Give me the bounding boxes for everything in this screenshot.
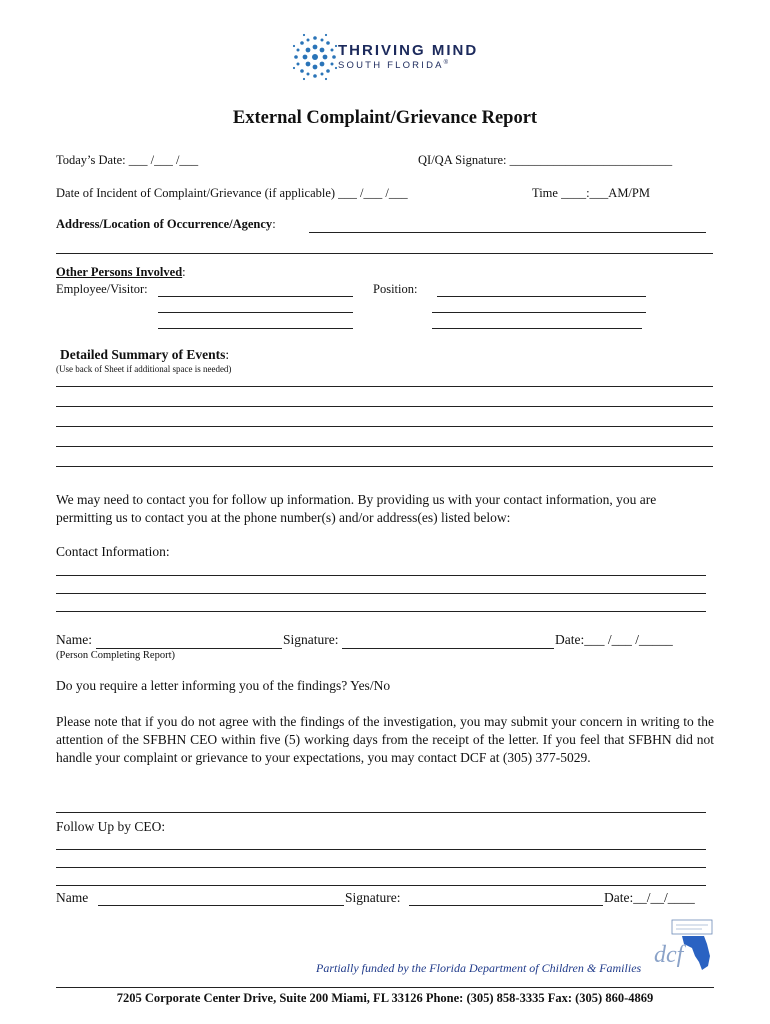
logo-title: THRIVING MIND: [338, 42, 479, 59]
position-label: Position:: [373, 282, 418, 296]
followup-line-3: [56, 885, 706, 886]
position-line-3: [432, 328, 642, 329]
completer-name-line: [96, 648, 282, 649]
followup-signature-label: Signature:: [345, 890, 401, 905]
employee-line-1: [158, 296, 353, 297]
contact-intro: We may need to contact you for follow up information. By providing us with your contact information, you are permitting us to contact you at the phone number(s) and/or address(es) listed below:: [56, 492, 657, 525]
summary-line-5: [56, 466, 713, 467]
followup-date-label: Date:__/__/____: [604, 890, 695, 905]
person-completing-note: (Person Completing Report): [56, 650, 175, 661]
note-paragraph: Please note that if you do not agree with the findings of the investigation, you may submit your concern in writing to the attention of the SFBHN CEO within five (5) working days from the receipt of the letter. If you feel that SFBHN did not handle your complaint or grievance to your expectations, you may contact DCF at (305) 377-5029.: [56, 714, 714, 765]
thriving-mind-logo-icon: [290, 32, 340, 82]
completer-name-label: Name:: [56, 632, 92, 647]
position-line-1: [437, 296, 646, 297]
contact-info-label: Contact Information:: [56, 544, 170, 559]
followup-name-label: Name: [56, 890, 89, 905]
other-persons-label-text: Other Persons Involved: [56, 265, 183, 279]
todays-date-field: Today’s Date: ___ /___ /___: [56, 153, 199, 167]
summary-line-2: [56, 406, 713, 407]
contact-line-1: [56, 575, 706, 576]
contact-line-3: [56, 611, 706, 612]
dcf-logo-icon: [652, 918, 714, 976]
employee-line-2: [158, 312, 353, 313]
page-title: External Complaint/Grievance Report: [232, 108, 538, 128]
followup-line-1: [56, 849, 706, 850]
position-line-2: [432, 312, 646, 313]
address-line-1: [309, 232, 706, 233]
dcf-logo-text: dcf: [654, 942, 684, 968]
employee-line-3: [158, 328, 353, 329]
completer-date-label: Date:___ /___ /_____: [555, 632, 673, 647]
other-persons-colon: :: [182, 265, 186, 279]
followup-top-line: [56, 812, 706, 813]
employee-visitor-label: Employee/Visitor:: [56, 282, 148, 296]
followup-signature-line: [409, 905, 603, 906]
contact-line-2: [56, 593, 706, 594]
summary-line-1: [56, 386, 713, 387]
summary-label: [60, 347, 229, 363]
summary-note: (Use back of Sheet if additional space is needed): [56, 364, 232, 374]
followup-name-line: [98, 905, 344, 906]
qa-signature-field: QI/QA Signature: __________________________: [418, 153, 673, 167]
followup-label: Follow Up by CEO:: [56, 819, 166, 834]
logo-registered: ®: [443, 60, 451, 66]
summary-line-3: [56, 426, 713, 427]
address-label-colon: :: [272, 217, 276, 231]
footer-rule: [56, 987, 714, 988]
letter-question: Do you require a letter informing you of the findings? Yes/No: [56, 678, 391, 693]
summary-label-text: Detailed Summary of Events: [60, 347, 226, 362]
summary-line-4: [56, 446, 713, 447]
logo-subtitle-text: SOUTH FLORIDA: [338, 60, 444, 72]
time-field: Time ____:___AM/PM: [532, 186, 650, 200]
followup-line-2: [56, 867, 706, 868]
address-label: [56, 217, 276, 232]
footer-address: 7205 Corporate Center Drive, Suite 200 Miami, FL 33126 Phone: (305) 858-3335 Fax: (305) 860-4869: [116, 991, 654, 1005]
other-persons-label: [56, 265, 186, 280]
completer-signature-line: [342, 648, 554, 649]
logo-subtitle: [338, 60, 450, 71]
address-line-2: [56, 253, 713, 254]
completer-signature-label: Signature:: [283, 632, 339, 647]
incident-date-field: Date of Incident of Complaint/Grievance (if applicable) ___ /___ /___: [56, 186, 408, 200]
summary-label-colon: :: [225, 347, 230, 362]
funding-note: Partially funded by the Florida Department of Children & Families: [316, 961, 642, 975]
address-label-text: Address/Location of Occurrence/Agency: [56, 217, 273, 231]
